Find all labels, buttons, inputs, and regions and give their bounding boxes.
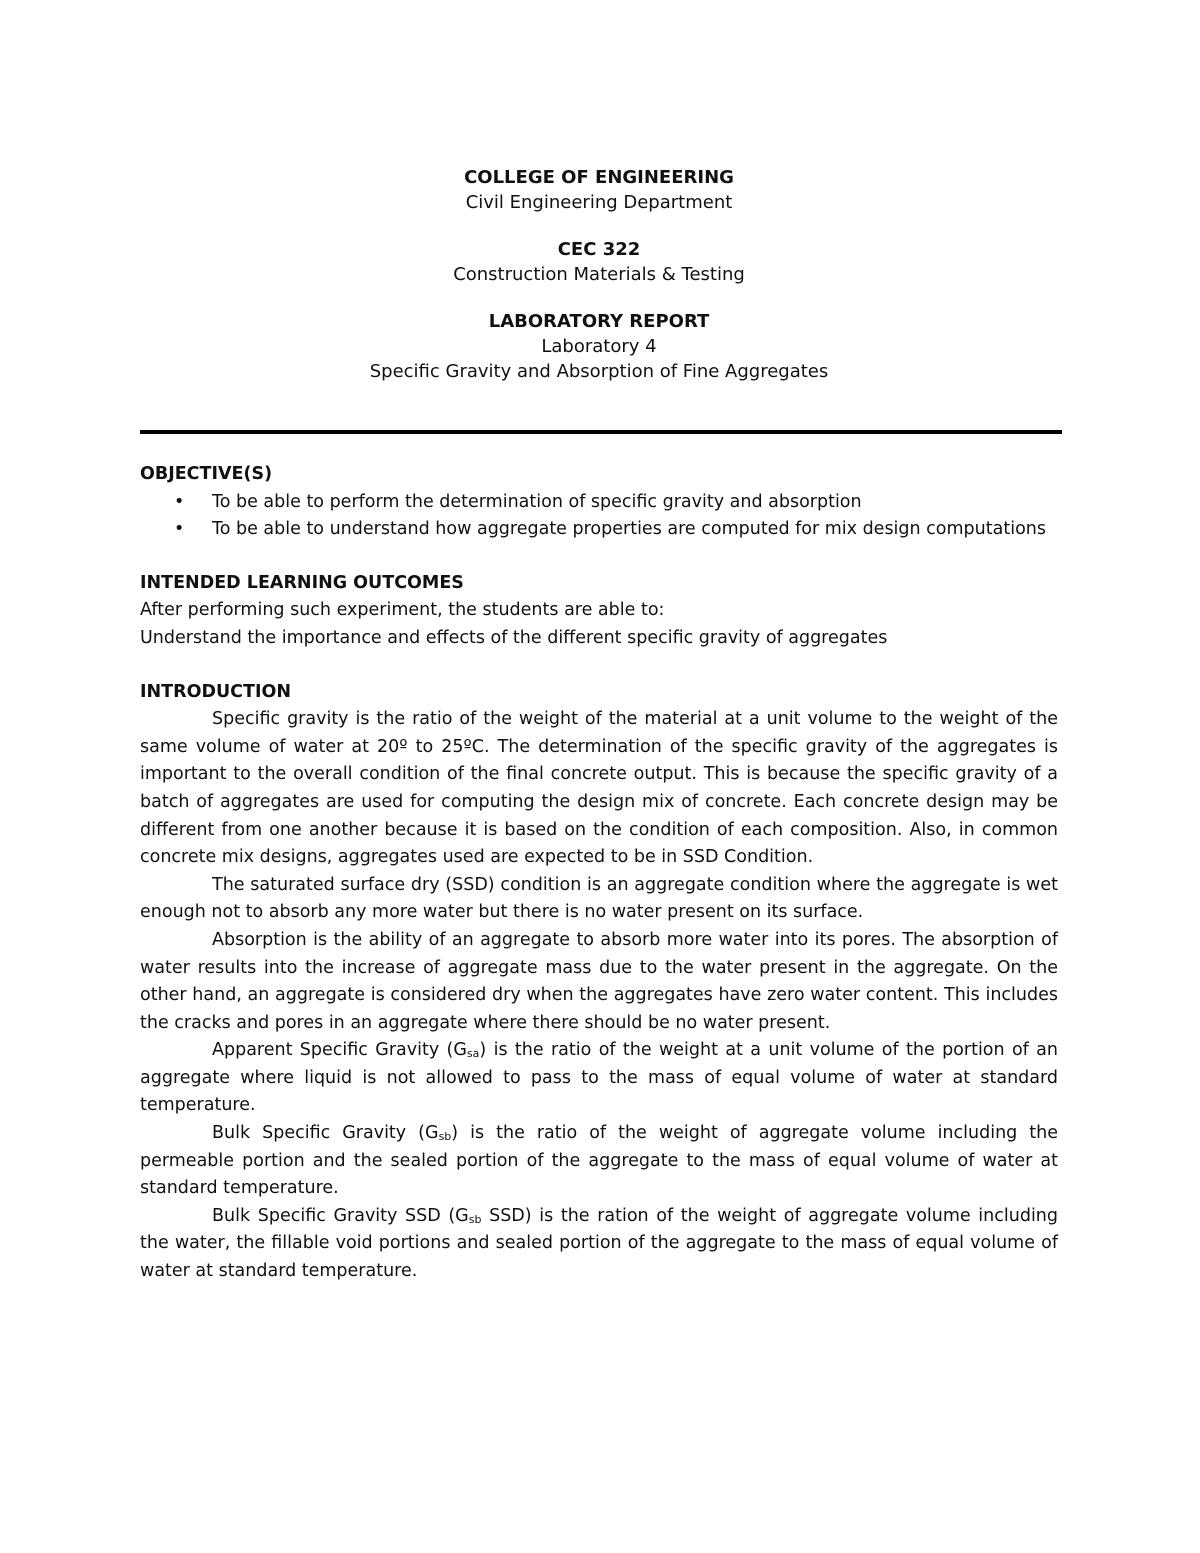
bullet-icon: • (174, 519, 185, 540)
objective-text: To be able to understand how aggregate properties are computed for mix design computations (212, 519, 1046, 540)
outcomes-intro: After performing such experiment, the students are able to: (140, 600, 665, 621)
course-title: Construction Materials & Testing (453, 264, 745, 285)
outcomes-title: INTENDED LEARNING OUTCOMES (140, 572, 464, 593)
bulk-sg-ssd-subscript: sb (468, 1212, 482, 1226)
report-header (140, 165, 1058, 406)
bulk-sg-text-start: Bulk Specific Gravity (G (212, 1123, 439, 1144)
college-name: COLLEGE OF ENGINEERING (464, 167, 734, 188)
outcomes-item: Understand the importance and effects of the different specific gravity of aggregates (140, 627, 888, 648)
report-body (140, 461, 1058, 1312)
bulk-sg-subscript: sb (438, 1130, 452, 1144)
lab-title: Specific Gravity and Absorption of Fine Aggregates (369, 361, 829, 382)
intro-paragraph-ssd: The saturated surface dry (SSD) condition is an aggregate condition where the aggregate is wet enough not to absorb any more water but there is no water present on its surface. (140, 874, 1058, 923)
apparent-sg-subscript: sa (466, 1047, 480, 1061)
apparent-sg-text-start: Apparent Specific Gravity (G (212, 1040, 467, 1061)
intro-paragraph-specific-gravity: Specific gravity is the ratio of the weight of the material at a unit volume to the weight of the same volume of water at 20º to 25ºC. The determination of the specific gravity of the aggregates is important to the overall condition of the final concrete output. This is because the specific gravity of a batch of aggregates are used for computing the design mix of concrete. Each concrete design may be different from one another because it is based on the condition of each composition. Also, in common concrete mix designs, aggregates used are expected to be in SSD Condition. (140, 709, 1058, 868)
header-divider (140, 430, 1062, 434)
apparent-sg-text-end: ) is the ratio of the weight at a unit volume of the portion of an aggregate where liquid is not allowed to pass to the mass of equal volume of water at standard temperature. (140, 1040, 1058, 1116)
intro-paragraph-bulk-sg (140, 1120, 1058, 1203)
intro-paragraph-bulk-sg-ssd (140, 1203, 1058, 1286)
objective-text: To be able to perform the determination of specific gravity and absorption (212, 491, 862, 512)
bulk-sg-text-end: ) is the ratio of the weight of aggregate volume including the permeable portion and the sealed portion of the aggregate to the mass of equal volume of water at standard temperature. (140, 1123, 1059, 1199)
objectives-title: OBJECTIVE(S) (140, 464, 273, 484)
course-code: CEC 322 (557, 239, 641, 260)
list-item (140, 516, 1058, 544)
introduction-title: INTRODUCTION (140, 681, 291, 702)
bulk-sg-ssd-text-start: Bulk Specific Gravity SSD (G (212, 1205, 469, 1226)
lab-number: Laboratory 4 (541, 336, 657, 357)
introduction-section (140, 679, 1058, 1286)
report-label: LABORATORY REPORT (488, 311, 710, 332)
intro-paragraph-apparent-sg (140, 1037, 1058, 1120)
outcomes-section (140, 570, 1058, 653)
intro-paragraph-absorption: Absorption is the ability of an aggregate to absorb more water into its pores. The absorption of water results into the increase of aggregate mass due to the water present in the aggregate. On the other hand, an aggregate is considered dry when the aggregates have zero water content. This includes the cracks and pores in an aggregate where there should be no water present. (140, 929, 1058, 1033)
bullet-icon: • (174, 491, 185, 512)
bulk-sg-ssd-text-end: SSD) is the ration of the weight of aggregate volume including the water, the fillable void portions and sealed portion of the aggregate to the mass of equal volume of water at standard temperature. (140, 1205, 1058, 1282)
list-item (140, 489, 1058, 517)
objectives-section (140, 461, 1058, 544)
department-name: Civil Engineering Department (465, 192, 733, 213)
objectives-list (140, 489, 1058, 544)
